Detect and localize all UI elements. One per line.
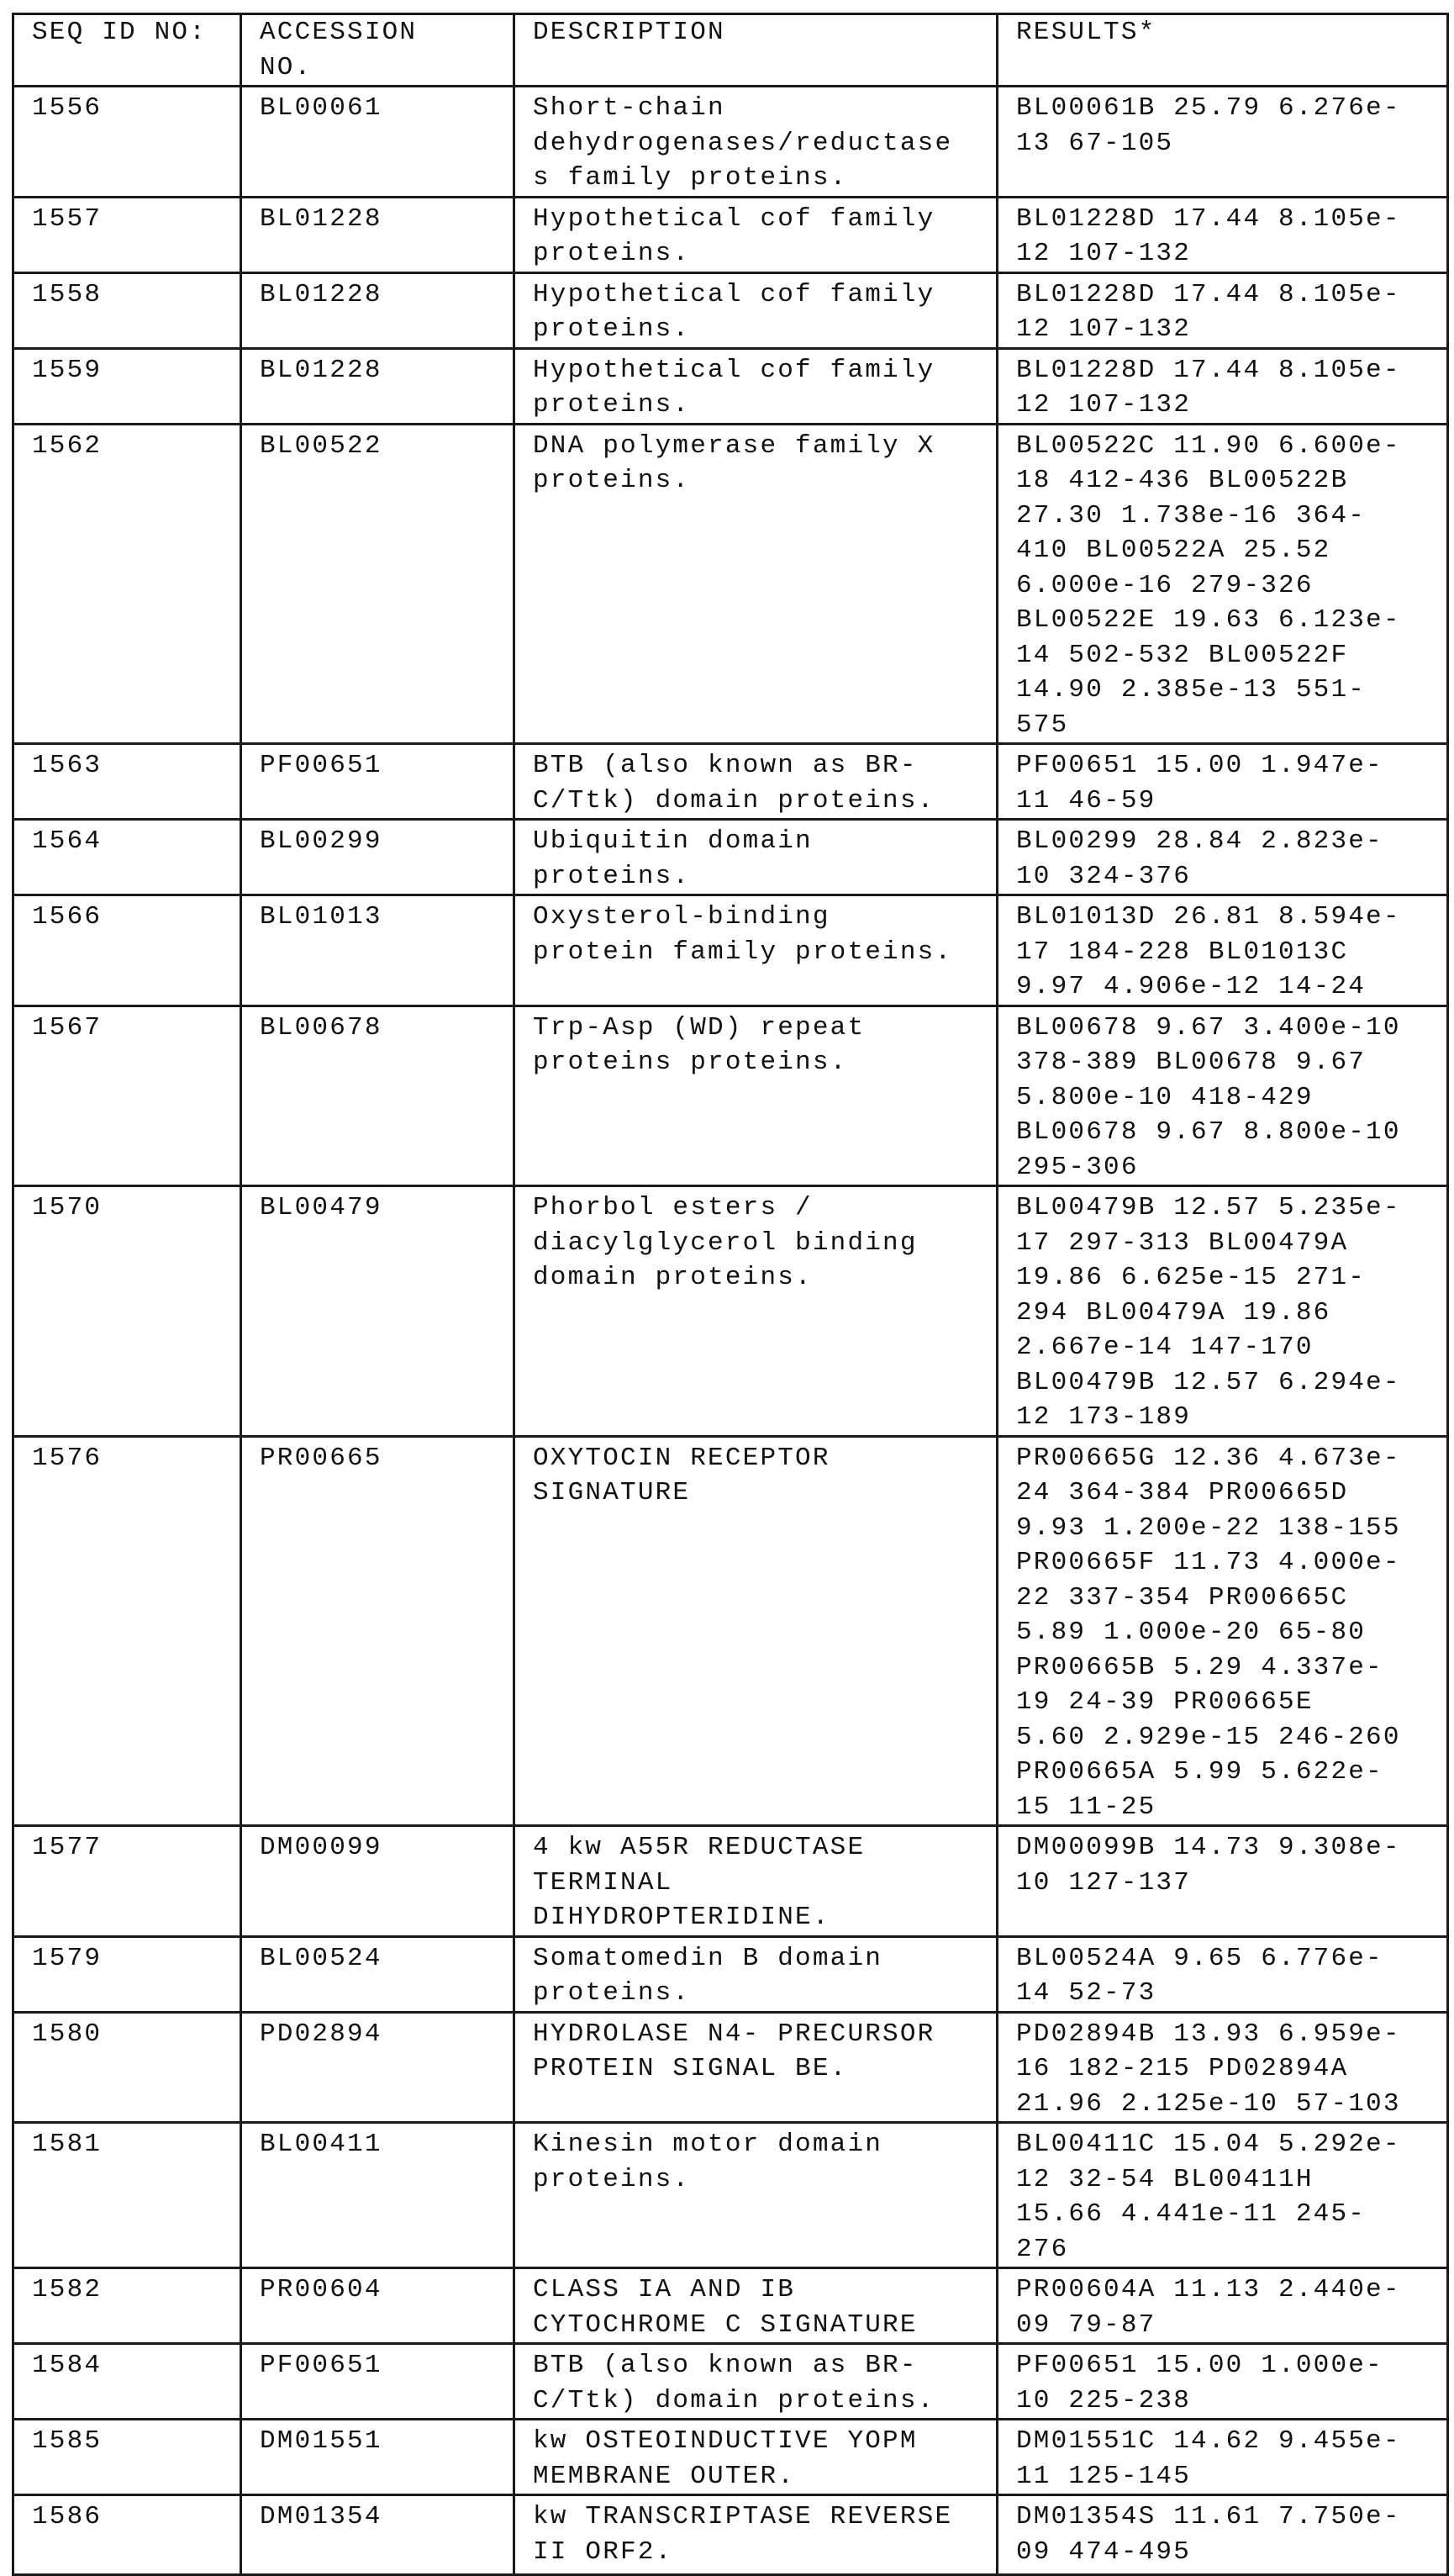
description-cell-line: OXYTOCIN RECEPTOR	[533, 1443, 830, 1473]
results-cell-line: BL00061B 25.79 6.276e-	[1016, 93, 1401, 123]
results-cell	[998, 1436, 1448, 1826]
results-cell-line: BL00299 28.84 2.823e-	[1016, 826, 1383, 856]
table-row	[13, 197, 1448, 272]
results-cell-line: BL00411C 15.04 5.292e-	[1016, 2130, 1401, 2159]
table-row	[13, 2268, 1448, 2344]
results-cell-line: 11 46-59	[1016, 785, 1156, 816]
seq-id-cell-text: 1563	[32, 751, 103, 780]
results-cell-line: 575	[1016, 710, 1069, 740]
results-cell-line: PR00665B 5.29 4.337e-	[1016, 1652, 1383, 1682]
accession-cell	[241, 2420, 514, 2495]
results-cell-line: BL01228D 17.44 8.105e-	[1016, 279, 1401, 309]
results-cell-line: 19.86 6.625e-15 271-	[1016, 1263, 1367, 1292]
results-cell-line: BL00479B 12.57 5.235e-	[1016, 1193, 1401, 1222]
description-cell-line: 4 kw A55R REDUCTASE	[533, 1833, 866, 1862]
header-description	[514, 14, 998, 87]
results-cell-line: 09 79-87	[1016, 2309, 1156, 2340]
seq-id-cell-text: 1582	[32, 2275, 103, 2304]
description-cell	[514, 2420, 998, 2495]
header-seq-id	[13, 14, 241, 87]
seq-id-cell-text: 1570	[32, 1193, 103, 1222]
accession-cell	[241, 1936, 514, 2012]
accession-cell	[241, 348, 514, 424]
accession-cell-text: BL00678	[260, 1012, 382, 1043]
description-cell-line: HYDROLASE N4- PRECURSOR	[533, 2019, 935, 2049]
results-cell	[998, 2012, 1448, 2123]
description-cell	[514, 1936, 998, 2012]
results-cell-line: 24 364-384 PR00665D	[1016, 1478, 1349, 1507]
description-cell-line: Short-chain	[533, 93, 725, 123]
seq-id-cell-text: 1586	[32, 2502, 103, 2531]
results-cell-line: 15.66 4.441e-11 245-	[1016, 2199, 1367, 2229]
results-cell-line: DM00099B 14.73 9.308e-	[1016, 1833, 1401, 1862]
description-cell-line: dehydrogenases/reductase	[533, 128, 953, 158]
description-cell-line: kw TRANSCRIPTASE REVERSE	[533, 2502, 953, 2531]
results-cell	[998, 348, 1448, 424]
accession-cell	[241, 744, 514, 820]
description-cell	[514, 2012, 998, 2123]
description-cell	[514, 197, 998, 272]
results-cell-line: 294 BL00479A 19.86	[1016, 1297, 1331, 1328]
results-cell-line: 15 11-25	[1016, 1792, 1156, 1822]
seq-id-cell-text: 1584	[32, 2351, 103, 2380]
seq-id-cell	[13, 1006, 241, 1186]
results-cell	[998, 424, 1448, 744]
accession-cell-text: PF00651	[260, 751, 382, 780]
results-cell-line: 17 297-313 BL00479A	[1016, 1227, 1349, 1258]
description-cell	[514, 1436, 998, 1826]
seq-id-cell-text: 1559	[32, 355, 103, 385]
seq-id-cell-text: 1580	[32, 2019, 103, 2049]
seq-id-cell	[13, 744, 241, 820]
results-cell-line: 9.93 1.200e-22 138-155	[1016, 1512, 1401, 1543]
seq-id-cell-text: 1566	[32, 902, 103, 932]
seq-id-cell-text: 1581	[32, 2130, 103, 2159]
accession-cell	[241, 2344, 514, 2420]
table-row	[13, 1826, 1448, 1937]
results-cell-line: 12 107-132	[1016, 239, 1192, 268]
accession-cell-text: BL00522	[260, 430, 382, 461]
seq-id-cell-text: 1556	[32, 93, 103, 123]
accession-cell-text: BL00524	[260, 1943, 382, 1973]
description-cell	[514, 820, 998, 895]
table-row	[13, 1006, 1448, 1186]
accession-cell-text: PR00665	[260, 1443, 382, 1473]
accession-cell-text: BL01013	[260, 902, 382, 932]
results-cell-line: 13 67-105	[1016, 128, 1174, 158]
description-cell-line: TERMINAL	[533, 1867, 673, 1898]
accession-cell	[241, 272, 514, 348]
header-label-line: NO.	[260, 52, 313, 82]
description-cell-line: proteins.	[533, 314, 691, 344]
results-cell	[998, 197, 1448, 272]
seq-id-cell	[13, 820, 241, 895]
description-cell-line: s family proteins.	[533, 163, 848, 193]
seq-id-cell	[13, 2495, 241, 2575]
accession-cell	[241, 1436, 514, 1826]
description-cell-line: proteins.	[533, 1978, 691, 2008]
description-cell	[514, 2123, 998, 2268]
results-cell-line: DM01551C 14.62 9.455e-	[1016, 2426, 1401, 2456]
seq-id-cell	[13, 895, 241, 1006]
results-cell-line: 276	[1016, 2234, 1069, 2264]
description-cell-line: Kinesin motor domain	[533, 2130, 883, 2159]
description-cell-line: PROTEIN SIGNAL BE.	[533, 2054, 848, 2083]
seq-id-cell	[13, 2123, 241, 2268]
description-cell-line: MEMBRANE OUTER.	[533, 2461, 796, 2491]
results-cell-line: 10 225-238	[1016, 2385, 1192, 2415]
seq-id-cell	[13, 1436, 241, 1826]
seq-id-cell-text: 1567	[32, 1012, 103, 1043]
results-cell	[998, 820, 1448, 895]
accession-cell	[241, 1826, 514, 1937]
header-label-line: ACCESSION	[260, 18, 418, 47]
header-label-line: DESCRIPTION	[533, 18, 725, 47]
seq-id-cell-text: 1585	[32, 2426, 103, 2456]
accession-cell-text: BL01228	[260, 279, 382, 309]
results-cell-line: 12 32-54 BL00411H	[1016, 2164, 1314, 2194]
results-cell-line: PR00665G 12.36 4.673e-	[1016, 1443, 1401, 1473]
description-cell-line: CLASS IA AND IB	[533, 2275, 796, 2304]
accession-cell	[241, 2495, 514, 2575]
description-cell-line: proteins.	[533, 861, 691, 891]
results-cell-line: 10 324-376	[1016, 861, 1192, 891]
seq-id-cell-text: 1577	[32, 1833, 103, 1862]
results-cell-line: 16 182-215 PD02894A	[1016, 2054, 1349, 2083]
accession-cell	[241, 2268, 514, 2344]
description-cell-line: Hypothetical cof family	[533, 355, 935, 385]
accession-cell	[241, 87, 514, 198]
seq-id-cell-text: 1576	[32, 1443, 103, 1473]
description-cell-line: proteins.	[533, 390, 691, 420]
description-cell	[514, 1186, 998, 1437]
accession-cell	[241, 2123, 514, 2268]
table-row	[13, 348, 1448, 424]
description-cell-line: proteins.	[533, 2164, 691, 2194]
seq-id-cell-text: 1564	[32, 826, 103, 856]
accession-cell	[241, 2012, 514, 2123]
results-cell-line: 09 474-495	[1016, 2536, 1192, 2567]
results-cell-line: BL01013D 26.81 8.594e-	[1016, 902, 1401, 932]
accession-cell-text: DM00099	[260, 1833, 382, 1862]
description-cell-line: Hypothetical cof family	[533, 279, 935, 309]
accession-cell-text: PF00651	[260, 2351, 382, 2380]
accession-cell-text: BL00061	[260, 93, 382, 123]
results-cell-line: 6.000e-16 279-326	[1016, 570, 1314, 600]
description-cell	[514, 2344, 998, 2420]
results-cell	[998, 895, 1448, 1006]
description-cell-line: BTB (also known as BR-	[533, 751, 918, 780]
results-cell	[998, 2495, 1448, 2575]
accession-cell-text: BL01228	[260, 203, 382, 234]
seq-id-cell	[13, 424, 241, 744]
table-row	[13, 424, 1448, 744]
description-cell-line: SIGNATURE	[533, 1478, 691, 1507]
description-cell-line: proteins.	[533, 466, 691, 495]
description-cell-line: proteins proteins.	[533, 1048, 848, 1077]
results-cell-line: BL01228D 17.44 8.105e-	[1016, 203, 1401, 234]
results-cell-line: DM01354S 11.61 7.750e-	[1016, 2502, 1401, 2531]
description-cell-line: Trp-Asp (WD) repeat	[533, 1012, 866, 1043]
description-cell	[514, 87, 998, 198]
results-cell-line: PF00651 15.00 1.000e-	[1016, 2351, 1383, 2380]
table-row	[13, 744, 1448, 820]
results-cell-line: PR00604A 11.13 2.440e-	[1016, 2275, 1401, 2304]
seq-id-cell-text: 1557	[32, 203, 103, 234]
results-cell-line: 5.89 1.000e-20 65-80	[1016, 1618, 1367, 1647]
results-cell	[998, 744, 1448, 820]
table-row	[13, 2495, 1448, 2575]
accession-cell-text: BL00299	[260, 826, 382, 856]
description-cell	[514, 2495, 998, 2575]
description-cell-line: Ubiquitin domain	[533, 826, 813, 856]
results-cell	[998, 1006, 1448, 1186]
sequence-results-table	[12, 13, 1449, 2576]
accession-cell-text: PR00604	[260, 2275, 382, 2304]
seq-id-cell-text: 1562	[32, 430, 103, 461]
accession-cell-text: BL00479	[260, 1193, 382, 1222]
seq-id-cell	[13, 1936, 241, 2012]
seq-id-cell	[13, 348, 241, 424]
seq-id-cell	[13, 2344, 241, 2420]
description-cell-line: proteins.	[533, 239, 691, 268]
results-cell-line: 2.667e-14 147-170	[1016, 1333, 1314, 1362]
results-cell-line: 5.60 2.929e-15 246-260	[1016, 1722, 1401, 1752]
seq-id-cell	[13, 2012, 241, 2123]
table-row	[13, 87, 1448, 198]
results-cell-line: 378-389 BL00678 9.67	[1016, 1048, 1367, 1077]
results-cell-line: BL00522E 19.63 6.123e-	[1016, 605, 1401, 635]
table-header-row	[13, 14, 1448, 87]
table-row	[13, 1936, 1448, 2012]
description-cell-line: Phorbol esters /	[533, 1193, 813, 1222]
results-cell-line: PR00665A 5.99 5.622e-	[1016, 1757, 1383, 1787]
header-label-line: RESULTS*	[1016, 18, 1156, 47]
table-body	[13, 87, 1448, 2575]
accession-cell	[241, 820, 514, 895]
accession-cell-text: BL00411	[260, 2130, 382, 2159]
results-cell-line: 9.97 4.906e-12 14-24	[1016, 972, 1367, 1001]
results-cell-line: 11 125-145	[1016, 2461, 1192, 2491]
accession-cell-text: PD02894	[260, 2019, 382, 2049]
results-cell-line: BL00678 9.67 8.800e-10	[1016, 1117, 1401, 1147]
results-cell-line: PR00665F 11.73 4.000e-	[1016, 1548, 1401, 1577]
results-cell	[998, 272, 1448, 348]
description-cell	[514, 272, 998, 348]
description-cell-line: BTB (also known as BR-	[533, 2351, 918, 2380]
results-cell	[998, 2268, 1448, 2344]
description-cell	[514, 744, 998, 820]
results-cell	[998, 1936, 1448, 2012]
results-cell-line: 14 52-73	[1016, 1978, 1156, 2008]
results-cell	[998, 2420, 1448, 2495]
description-cell-line: II ORF2.	[533, 2536, 673, 2567]
header-label-line: SEQ ID NO:	[32, 18, 208, 47]
description-cell	[514, 1826, 998, 1937]
results-cell-line: BL00678 9.67 3.400e-10	[1016, 1012, 1401, 1043]
description-cell-line: DIHYDROPTERIDINE.	[533, 1903, 830, 1932]
description-cell	[514, 348, 998, 424]
table-row	[13, 895, 1448, 1006]
seq-id-cell	[13, 2268, 241, 2344]
results-cell-line: 10 127-137	[1016, 1867, 1192, 1898]
header-results	[998, 14, 1448, 87]
accession-cell	[241, 1006, 514, 1186]
results-cell-line: 14.90 2.385e-13 551-	[1016, 675, 1367, 705]
table-row	[13, 2344, 1448, 2420]
description-cell-line: Somatomedin B domain	[533, 1943, 883, 1973]
description-cell-line: protein family proteins.	[533, 937, 953, 967]
accession-cell	[241, 895, 514, 1006]
seq-id-cell	[13, 1186, 241, 1437]
header-accession	[241, 14, 514, 87]
accession-cell	[241, 424, 514, 744]
table-row	[13, 1186, 1448, 1437]
seq-id-cell	[13, 197, 241, 272]
seq-id-cell	[13, 87, 241, 198]
results-cell-line: 12 173-189	[1016, 1402, 1192, 1432]
description-cell	[514, 895, 998, 1006]
results-cell-line: BL00524A 9.65 6.776e-	[1016, 1943, 1383, 1973]
results-cell-line: BL00479B 12.57 6.294e-	[1016, 1367, 1401, 1397]
results-cell-line: 19 24-39 PR00665E	[1016, 1687, 1314, 1717]
results-cell-line: 295-306	[1016, 1152, 1139, 1182]
description-cell-line: Hypothetical cof family	[533, 203, 935, 234]
description-cell-line: C/Ttk) domain proteins.	[533, 2385, 935, 2415]
results-cell-line: BL00522C 11.90 6.600e-	[1016, 430, 1401, 461]
results-cell-line: PD02894B 13.93 6.959e-	[1016, 2019, 1401, 2049]
description-cell-line: diacylglycerol binding	[533, 1227, 918, 1258]
seq-id-cell	[13, 2420, 241, 2495]
description-cell-line: kw OSTEOINDUCTIVE YOPM	[533, 2426, 918, 2456]
results-cell-line: 27.30 1.738e-16 364-	[1016, 500, 1367, 531]
results-cell-line: 18 412-436 BL00522B	[1016, 466, 1349, 495]
results-cell	[998, 1826, 1448, 1937]
results-cell-line: 410 BL00522A 25.52	[1016, 536, 1331, 565]
results-cell-line: PF00651 15.00 1.947e-	[1016, 751, 1383, 780]
results-cell-line: 12 107-132	[1016, 390, 1192, 420]
results-cell	[998, 2123, 1448, 2268]
description-cell	[514, 2268, 998, 2344]
seq-id-cell-text: 1558	[32, 279, 103, 309]
results-cell-line: 12 107-132	[1016, 314, 1192, 344]
description-cell-line: domain proteins.	[533, 1263, 813, 1292]
seq-id-cell	[13, 272, 241, 348]
table-row	[13, 2420, 1448, 2495]
table-row	[13, 272, 1448, 348]
accession-cell-text: DM01551	[260, 2426, 382, 2456]
description-cell	[514, 1006, 998, 1186]
results-cell-line: 5.800e-10 418-429	[1016, 1082, 1314, 1112]
description-cell	[514, 424, 998, 744]
description-cell-line: C/Ttk) domain proteins.	[533, 785, 935, 816]
accession-cell-text: BL01228	[260, 355, 382, 385]
table-row	[13, 820, 1448, 895]
seq-id-cell-text: 1579	[32, 1943, 103, 1973]
results-cell	[998, 87, 1448, 198]
results-cell	[998, 2344, 1448, 2420]
accession-cell	[241, 1186, 514, 1437]
description-cell-line: DNA polymerase family X	[533, 430, 935, 461]
table-row	[13, 2012, 1448, 2123]
results-cell	[998, 1186, 1448, 1437]
description-cell-line: CYTOCHROME C SIGNATURE	[533, 2309, 918, 2340]
results-cell-line: 22 337-354 PR00665C	[1016, 1582, 1349, 1613]
results-cell-line: BL01228D 17.44 8.105e-	[1016, 355, 1401, 385]
description-cell-line: Oxysterol-binding	[533, 902, 830, 932]
table-row	[13, 1436, 1448, 1826]
results-cell-line: 14 502-532 BL00522F	[1016, 640, 1349, 670]
results-cell-line: 17 184-228 BL01013C	[1016, 937, 1349, 967]
seq-id-cell	[13, 1826, 241, 1937]
accession-cell	[241, 197, 514, 272]
accession-cell-text: DM01354	[260, 2502, 382, 2531]
table-row	[13, 2123, 1448, 2268]
results-cell-line: 21.96 2.125e-10 57-103	[1016, 2088, 1401, 2119]
